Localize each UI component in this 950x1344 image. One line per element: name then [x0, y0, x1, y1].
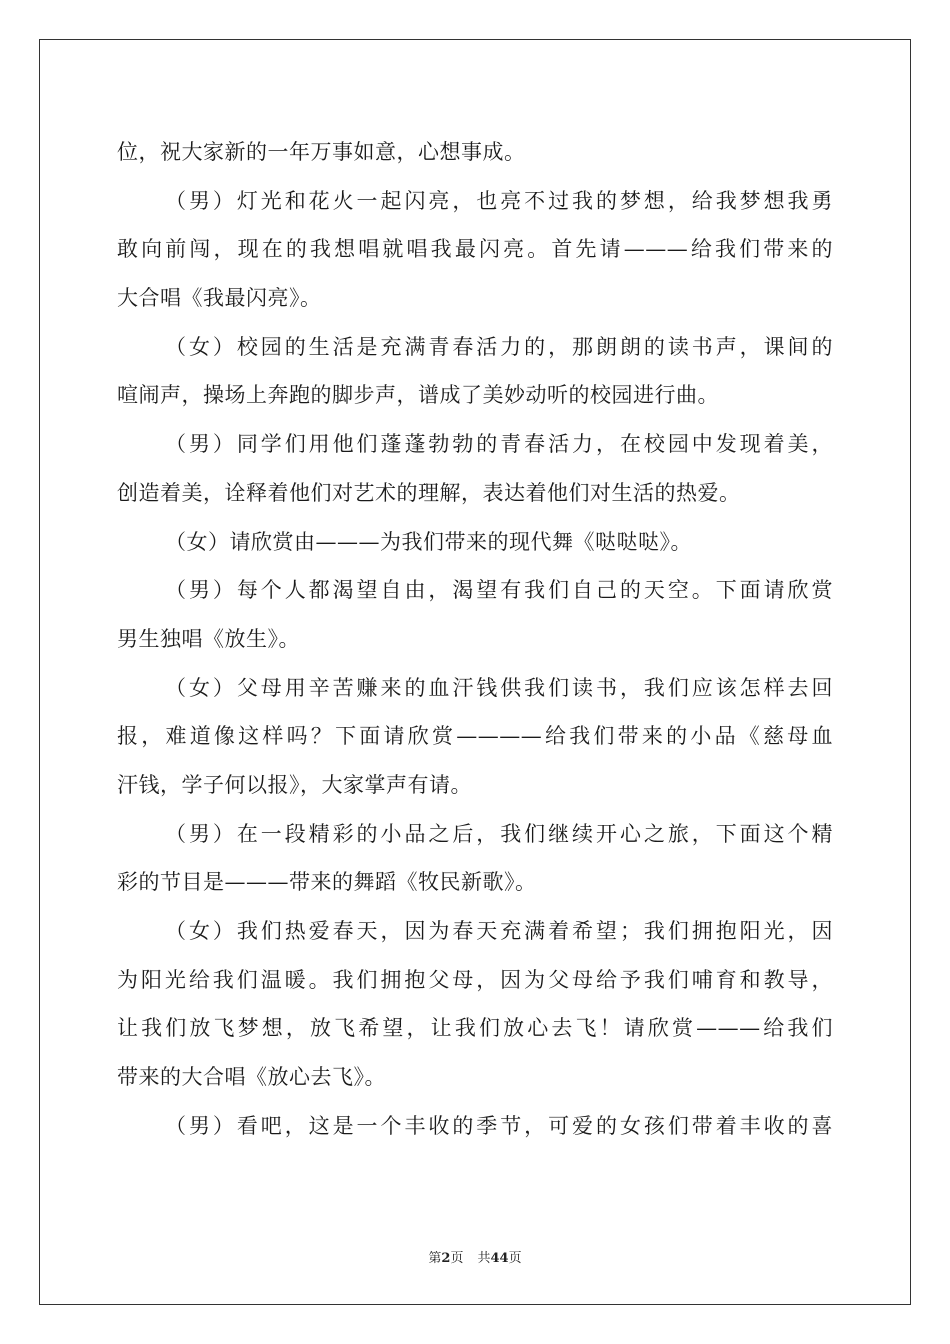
text-line: （女）校园的生活是充满青春活力的，那朗朗的读书声，课间的 [165, 334, 833, 359]
total-prefix: 共 [477, 1251, 491, 1266]
text-line: 位，祝大家新的一年万事如意，心想事成。 [117, 140, 526, 164]
total-suffix: 页 [508, 1251, 522, 1266]
text-line: 彩的节目是———带来的舞蹈《牧民新歌》。 [117, 870, 537, 895]
page-number: 2 [441, 1251, 451, 1266]
text-line: （女）我们热爱春天，因为春天充满着希望；我们拥抱阳光，因 [165, 919, 833, 943]
page-footer [0, 1247, 950, 1266]
text-line: 让我们放飞梦想，放飞希望，让我们放心去飞！请欣赏———给我们 [117, 1016, 833, 1041]
text-line: 创造着美，诠释着他们对艺术的理解，表达着他们对生活的热爱。 [117, 480, 741, 505]
text-line: 男生独唱《放生》。 [117, 626, 300, 651]
text-line: 大合唱《我最闪亮》。 [117, 286, 322, 311]
text-line: 喧闹声，操场上奔跑的脚步声，谱成了美妙动听的校园进行曲。 [117, 383, 719, 408]
text-line: 带来的大合唱《放心去飞》。 [117, 1065, 386, 1090]
page-prefix: 第 [428, 1251, 442, 1266]
text-line: （男）同学们用他们蓬蓬勃勃的青春活力，在校园中发现着美， [165, 432, 833, 457]
text-line: （男）灯光和花火一起闪亮，也亮不过我的梦想，给我梦想我勇 [165, 188, 833, 213]
document-body [117, 128, 833, 1150]
text-line: 汗钱，学子何以报》，大家掌声有请。 [117, 772, 472, 797]
text-line: （男）在一段精彩的小品之后，我们继续开心之旅，下面这个精 [165, 821, 833, 846]
page-suffix: 页 [450, 1251, 464, 1266]
text-line: （女）请欣赏由———为我们带来的现代舞《哒哒哒》。 [165, 529, 692, 554]
text-line: 报，难道像这样吗？下面请欣赏————给我们带来的小品《慈母血 [117, 724, 833, 749]
text-line: 敢向前闯，现在的我想唱就唱我最闪亮。首先请———给我们带来的 [117, 237, 833, 262]
total-pages: 44 [490, 1251, 509, 1266]
text-line: 为阳光给我们温暖。我们拥抱父母，因为父母给予我们哺育和教导， [117, 967, 833, 992]
text-line: （男）看吧，这是一个丰收的季节，可爱的女孩们带着丰收的喜 [165, 1113, 833, 1138]
text-line: （男）每个人都渴望自由，渴望有我们自己的天空。下面请欣赏 [165, 578, 833, 603]
text-line: （女）父母用辛苦赚来的血汗钱供我们读书，我们应该怎样去回 [165, 675, 833, 700]
